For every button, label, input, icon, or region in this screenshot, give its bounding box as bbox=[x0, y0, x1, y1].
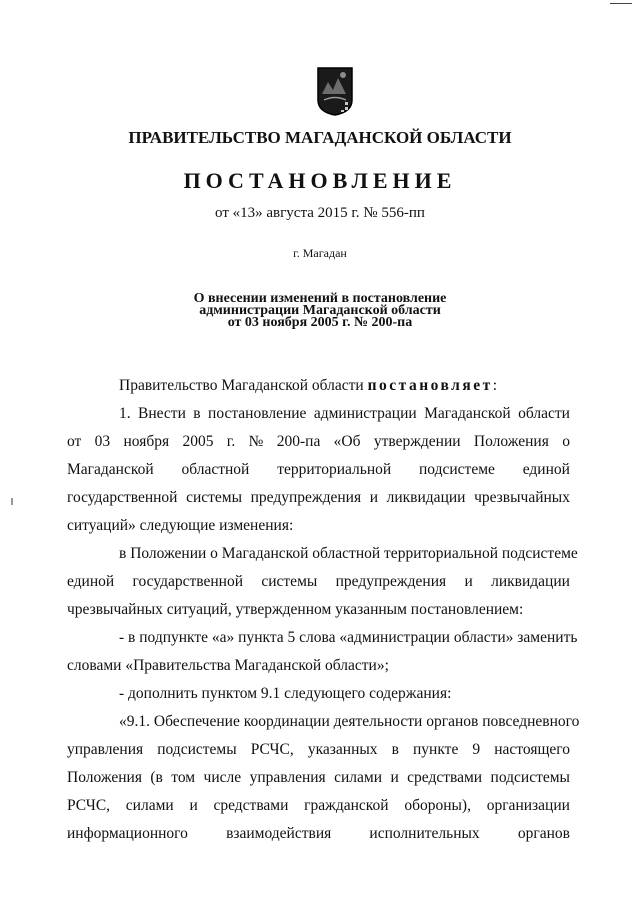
word: и bbox=[464, 573, 473, 590]
word: организации bbox=[486, 797, 570, 814]
subject-line: от 03 ноября 2005 г. № 200-па bbox=[227, 315, 413, 330]
justified-line bbox=[67, 820, 570, 848]
word: предупреждения bbox=[250, 489, 362, 506]
word: 2005 bbox=[182, 433, 214, 450]
word: исполнительных bbox=[369, 825, 480, 842]
text-line: - дополнить пунктом 9.1 следующего содержания: bbox=[119, 685, 452, 702]
justified-line bbox=[67, 456, 570, 484]
word: «Об bbox=[333, 433, 361, 450]
word: предупреждения bbox=[335, 573, 447, 590]
word: и bbox=[369, 489, 379, 506]
text-line: словами «Правительства Магаданской области»; bbox=[67, 657, 389, 674]
word: 1. bbox=[119, 405, 131, 422]
word: том bbox=[171, 769, 196, 786]
text-line: «9.1. Обеспечение координации деятельности органов повседневного bbox=[119, 713, 580, 730]
word: и bbox=[189, 797, 198, 814]
government-title: ПРАВИТЕЛЬСТВО МАГАДАНСКОЙ ОБЛАСТИ bbox=[128, 128, 512, 147]
document-body bbox=[67, 372, 580, 848]
date-number: от «13» августа 2015 г. № 556-пп bbox=[215, 205, 425, 221]
text-line: - в подпункте «а» пункта 5 слова «администрации области» заменить bbox=[119, 629, 578, 646]
word: подсистемы bbox=[490, 769, 570, 786]
justified-line bbox=[67, 400, 570, 428]
preamble-end: : bbox=[492, 377, 498, 394]
city-name: г. Магадан bbox=[293, 246, 347, 260]
word: подсистеме bbox=[419, 461, 495, 478]
word: единой bbox=[522, 461, 570, 478]
word: областной bbox=[181, 461, 250, 478]
word: гражданской bbox=[304, 797, 389, 814]
word: информационного bbox=[67, 825, 188, 842]
word: территориальной bbox=[277, 461, 392, 478]
text-line: в Положении о Магаданской областной территориальной подсистеме bbox=[119, 545, 578, 562]
subject-line: О внесении изменений в постановление bbox=[193, 291, 447, 306]
justified-line bbox=[67, 792, 570, 820]
subject-line: администрации Магаданской области bbox=[199, 303, 441, 318]
word: РСЧС, bbox=[250, 741, 294, 758]
word: в bbox=[193, 405, 201, 422]
text-line: ситуаций» следующие изменения: bbox=[67, 517, 294, 534]
word: государственной bbox=[67, 489, 178, 506]
word: постановление bbox=[208, 405, 307, 422]
word: пункте bbox=[413, 741, 459, 758]
word: числе bbox=[203, 769, 242, 786]
word: силами bbox=[334, 769, 383, 786]
word: (в bbox=[150, 769, 163, 786]
document-subject bbox=[0, 293, 640, 329]
word: средствами bbox=[213, 797, 289, 814]
word: № bbox=[248, 433, 264, 450]
word: от bbox=[67, 433, 82, 450]
word: Магаданской bbox=[424, 405, 511, 422]
coat-of-arms-emblem bbox=[316, 66, 354, 116]
word: Положения bbox=[473, 433, 549, 450]
justified-line bbox=[67, 428, 570, 456]
preamble-text: Правительство Магаданской области bbox=[119, 377, 364, 394]
word: системы bbox=[186, 489, 243, 506]
justified-line bbox=[67, 736, 570, 764]
document-type: ПОСТАНОВЛЕНИЕ bbox=[183, 168, 457, 193]
corner-line bbox=[610, 3, 632, 4]
word: 200-па bbox=[276, 433, 321, 450]
word: Магаданской bbox=[67, 461, 154, 478]
word: и bbox=[390, 769, 399, 786]
word: государственной bbox=[132, 573, 244, 590]
word: органов bbox=[517, 825, 570, 842]
word: в bbox=[391, 741, 399, 758]
word: управления bbox=[249, 769, 326, 786]
word: г. bbox=[226, 433, 236, 450]
word: взаимодействия bbox=[226, 825, 332, 842]
preamble-verb: постановляет bbox=[367, 377, 493, 394]
word: единой bbox=[67, 573, 115, 590]
justified-line bbox=[67, 764, 570, 792]
word: ликвидации bbox=[386, 489, 466, 506]
margin-mark bbox=[11, 498, 13, 505]
word: администрации bbox=[313, 405, 417, 422]
preamble bbox=[67, 372, 570, 400]
text-line: чрезвычайных ситуаций, утвержденном указанным постановлением: bbox=[67, 601, 524, 618]
justified-line bbox=[67, 568, 570, 596]
word: РСЧС, bbox=[67, 797, 111, 814]
word: чрезвычайных bbox=[474, 489, 570, 506]
word: 03 bbox=[94, 433, 111, 450]
word: о bbox=[562, 433, 570, 450]
word: подсистемы bbox=[157, 741, 237, 758]
word: системы bbox=[261, 573, 318, 590]
word: средствами bbox=[407, 769, 483, 786]
word: указанных bbox=[307, 741, 378, 758]
word: Внести bbox=[138, 405, 186, 422]
justified-line bbox=[67, 484, 570, 512]
word: Положения bbox=[67, 769, 142, 786]
word: ноября bbox=[123, 433, 170, 450]
word: силами bbox=[125, 797, 174, 814]
word: 9 bbox=[472, 741, 481, 758]
word: области bbox=[518, 405, 570, 422]
word: утверждении bbox=[373, 433, 461, 450]
word: настоящего bbox=[494, 741, 570, 758]
word: ликвидации bbox=[491, 573, 570, 590]
word: управления bbox=[67, 741, 144, 758]
word: обороны), bbox=[404, 797, 471, 814]
